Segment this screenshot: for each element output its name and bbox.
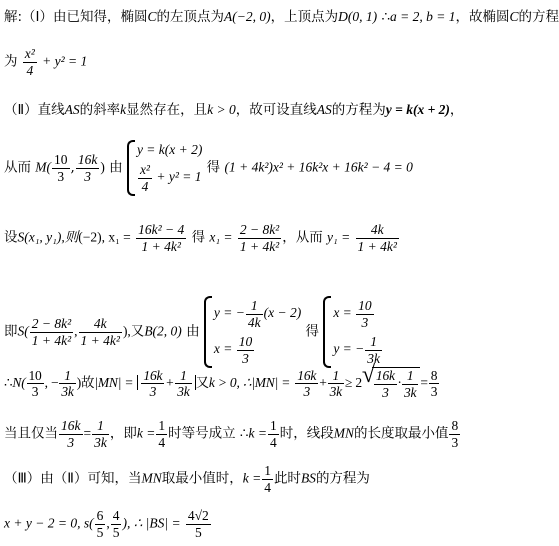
sys1-row1: y = k(x + 2): [136, 142, 203, 157]
s2r2d: 3: [242, 350, 249, 366]
l8-f2: [92, 418, 109, 450]
as-line: AS: [64, 102, 80, 117]
line9-b: 取最小值时，: [161, 470, 243, 487]
frac-num: x²: [24, 46, 35, 61]
line6-you: 由: [186, 323, 200, 340]
s2r1a: y = −: [213, 305, 245, 321]
l5-frac1: [136, 222, 186, 254]
l7-r1n: 16k: [375, 368, 395, 383]
l8-k: k =: [136, 425, 156, 441]
l5-f2d: 1 + 4k²: [239, 238, 280, 254]
l10-f2: [111, 508, 122, 540]
l7-close: ): [76, 375, 82, 391]
bs-eq: x + y − 2 = 0, s(: [4, 515, 94, 531]
sys1-row2: [137, 160, 202, 196]
l7-b1: [295, 368, 318, 400]
l9-bs: BS: [300, 470, 316, 486]
sys3-row1: [333, 296, 383, 332]
k-positive: k > 0, ∴: [208, 375, 252, 391]
radical-sign-icon: √: [361, 362, 375, 388]
l8-f2n: 1: [92, 418, 109, 435]
l6-comma: ,: [74, 323, 78, 339]
l10-f1d: 5: [96, 524, 104, 540]
l7-resd: 3: [430, 384, 438, 400]
l7-ge: ≥ 2: [344, 375, 362, 391]
line9-c: 此时: [273, 470, 301, 487]
l8-k2: k =: [248, 425, 267, 441]
brace-2: [204, 296, 212, 368]
l10-f3n: 4√2: [187, 508, 209, 523]
x1-label: x₁ =: [209, 229, 233, 245]
line-10: [4, 508, 212, 540]
l8-f3n: 1: [158, 418, 166, 433]
l9-f1n: 1: [264, 463, 271, 478]
l8-f3d: 4: [158, 434, 166, 450]
c-var-2: C: [509, 9, 519, 24]
system-3: [323, 296, 383, 368]
sys2-row1: [214, 296, 301, 332]
l7-b1n: 16k: [297, 367, 317, 383]
l8-ther: ∴: [239, 425, 249, 441]
l10-comma: ,: [106, 515, 110, 531]
l6-f1d: 1 + 4k²: [31, 332, 72, 348]
l10-f1: [95, 508, 106, 540]
l6-frac1: [30, 316, 73, 348]
l8-mn: MN: [333, 425, 354, 441]
y1-label: y₁ =: [327, 229, 351, 245]
line6-prefix: 即: [4, 323, 18, 340]
l10-f2n: 4: [112, 508, 120, 523]
brace-3: [323, 296, 331, 368]
line3-a: （Ⅱ）直线: [4, 102, 65, 118]
line3-end: ，: [449, 102, 464, 118]
point-a: A(−2, 0): [224, 9, 271, 24]
line7-you: 又: [195, 375, 209, 392]
l7-f2: [59, 368, 75, 400]
l5-f1d: 1 + 4k²: [141, 238, 181, 254]
k-cond: k > 0: [207, 102, 236, 117]
line3-b: 的斜率: [79, 102, 121, 118]
s3r1d: 3: [361, 314, 369, 330]
l10-f3: [186, 508, 211, 540]
s2r1d: 4k: [247, 314, 261, 330]
l8-f5: [449, 418, 460, 450]
mn-abs: |MN| =: [94, 375, 134, 391]
line6-de: 得: [305, 323, 320, 340]
m-x-den: 3: [57, 168, 65, 184]
l7-r1d: 3: [382, 384, 389, 400]
line3-e: 的方程为: [331, 102, 386, 118]
s-point: S(x₁, y₁),则: [17, 229, 79, 245]
l7-res: [429, 368, 440, 400]
l6-f1n: 2 − 8k²: [31, 316, 72, 332]
m-y-frac: [76, 152, 100, 184]
l7-dot: ·: [397, 375, 401, 391]
l6-frac2: [79, 316, 122, 348]
l7-f2n: 1: [59, 368, 75, 385]
l6-f2d: 1 + 4k²: [80, 332, 120, 348]
l5-frac3: [356, 222, 399, 254]
line-2: [4, 46, 87, 78]
l7-a1d: 3: [149, 384, 157, 400]
therefore-symbol: ∴: [381, 9, 391, 24]
l6-close: ),又: [122, 323, 145, 339]
m-y-den: 3: [84, 168, 91, 184]
s3r2n: 1: [365, 334, 382, 351]
l8-f2d: 3k: [94, 434, 107, 450]
line1-tail2: 的方程: [518, 9, 559, 25]
line1-tail: ，故椭圆: [455, 9, 510, 25]
l5-f2n: 2 − 8k²: [239, 222, 280, 237]
s-point-2: S(: [17, 323, 29, 339]
l8-f4: [268, 418, 279, 450]
line4-de: 得: [206, 159, 221, 176]
l10-f1n: 6: [96, 508, 104, 523]
line8-d: 时，线段: [279, 425, 334, 442]
line5-prefix: 设: [4, 229, 18, 246]
line8-c: 时等号成立: [168, 425, 236, 442]
sys2-row2: [214, 332, 301, 368]
line3-c: 显然存在，且: [126, 102, 208, 118]
m-x-num: 10: [54, 152, 68, 168]
frac-den: 4: [26, 62, 34, 78]
line-eq: y = k(x + 2): [385, 102, 450, 117]
line9-a: （Ⅲ）由（Ⅱ）可知，当: [4, 470, 142, 487]
l7-a2n: 1: [175, 368, 191, 385]
l10-f2d: 5: [112, 524, 120, 540]
s2r2a: x =: [213, 341, 233, 357]
l7-f2d: 3k: [61, 384, 74, 400]
s2r1b: (x − 2): [263, 305, 302, 321]
c-var: C: [147, 9, 157, 24]
l5-f1n: 16k² − 4: [138, 222, 185, 237]
s3r1n: 10: [358, 298, 372, 313]
l7-b1d: 3: [303, 384, 311, 400]
l7-a1n: 16k: [143, 367, 163, 383]
line-3: [4, 103, 463, 118]
line2-rest: + y² = 1: [42, 53, 88, 69]
l7-a2d: 3k: [177, 384, 190, 400]
m-x-frac: [52, 152, 70, 184]
l7-resn: 8: [430, 367, 438, 383]
l7-sep: , −: [44, 375, 59, 391]
n-point: N(: [12, 375, 26, 391]
l10-f3d: 5: [194, 524, 202, 540]
ellipse-frac: [23, 46, 37, 78]
line1-label: 解:（I）由已知得，椭圆: [4, 9, 148, 25]
line4-you: 由: [109, 159, 123, 176]
ab-values: a = 2, b = 1: [390, 9, 456, 24]
s2r2n: 10: [238, 334, 253, 350]
l6-f2n: 4k: [79, 316, 122, 333]
l8-f3: [156, 418, 167, 450]
l8-f1d: 3: [67, 434, 75, 450]
sys1-frac-num: x²: [139, 162, 150, 178]
m-close: ): [100, 159, 105, 175]
l8-eq: =: [83, 425, 92, 441]
line1-sep: ，上顶点为: [270, 9, 339, 25]
line-5: [4, 222, 400, 254]
s3r2a: y = −: [333, 341, 365, 357]
line8-a: 当且仅当: [4, 425, 58, 442]
line1-mid: 的左顶点为: [156, 9, 225, 25]
line8-e: 的长度取最小值: [353, 425, 449, 442]
b-point: B(2, 0): [144, 323, 182, 339]
l10-close: ), ∴ |BS| =: [122, 515, 181, 531]
sys1-rest: + y² = 1: [156, 169, 202, 185]
system-1: [127, 140, 202, 196]
s3r1a: x =: [333, 305, 352, 321]
l8-f5d: 3: [451, 434, 459, 450]
therefore-2: ∴: [4, 375, 13, 391]
k-var: k: [120, 102, 127, 117]
l7-b2n: 1: [328, 368, 344, 385]
line-9: [4, 463, 370, 495]
l8-f4n: 1: [269, 418, 277, 433]
l5-frac2: [238, 222, 281, 254]
line-4: 从而 M( $\frac{10}{3}$ , $\frac{16k}{3}$ ) 由 y = k(x + 2) $\frac{\text{x²}}{4}$ + y² = 1 得 (1 + 4k²)x² + 16k²x + 16k² − 4 = 0: [4, 140, 413, 196]
abs-expr: [137, 367, 195, 400]
sys1-frac-den: 4: [141, 178, 149, 194]
l9-k: k =: [242, 470, 262, 486]
line5-de: 得: [191, 229, 206, 246]
l7-r2d: 3k: [403, 384, 417, 400]
l7-b2: [328, 368, 344, 400]
l9-mn: MN: [141, 470, 162, 486]
l7-f1d: 3: [31, 384, 39, 400]
l8-f1n: 16k: [61, 418, 81, 433]
l9-f1: [262, 463, 273, 495]
line-1: [4, 10, 559, 25]
mn-abs-2: |MN| =: [251, 375, 291, 391]
line4-prefix: 从而: [4, 159, 31, 176]
line-6: [4, 296, 383, 368]
line7-gu: 故: [81, 375, 95, 392]
quadratic-result: (1 + 4k²)x² + 16k²x + 16k² − 4 = 0: [224, 159, 413, 175]
line-8: [4, 418, 461, 450]
l7-plus: +: [165, 375, 175, 391]
l9-f1d: 4: [264, 479, 271, 495]
system-2: [204, 296, 301, 368]
brace-1: [127, 140, 135, 196]
sys3-row2: [333, 332, 383, 368]
as-line-2: AS: [316, 102, 332, 117]
line5-congr: ，从而: [282, 229, 323, 246]
l7-f1: [27, 368, 44, 400]
l7-f1n: 10: [28, 367, 42, 383]
l8-f4d: 4: [269, 434, 277, 450]
line-7: [4, 362, 440, 400]
point-d: D(0, 1): [338, 9, 378, 24]
s2r1n: 1: [246, 298, 263, 315]
l8-f5n: 8: [451, 418, 459, 433]
l5-f3n: 4k: [356, 222, 399, 239]
product: (−2), x₁ =: [78, 229, 131, 245]
line3-d: ，故可设直线: [235, 102, 317, 118]
line9-d: 的方程为: [315, 470, 370, 487]
s3r2d: 3k: [367, 350, 381, 366]
line8-b: ，即: [109, 425, 137, 442]
sqrt-expr: [361, 362, 420, 400]
l8-f1: [59, 418, 83, 450]
m-point: M(: [35, 159, 52, 175]
l7-r2n: 1: [402, 368, 418, 385]
line2-prefix: 为: [4, 53, 18, 70]
l7-b2d: 3k: [329, 384, 342, 400]
l5-f3d: 1 + 4k²: [357, 238, 397, 254]
l7-plus2: +: [319, 375, 327, 391]
m-y-num: 16k: [77, 152, 98, 168]
l7-eq: =: [420, 375, 428, 391]
